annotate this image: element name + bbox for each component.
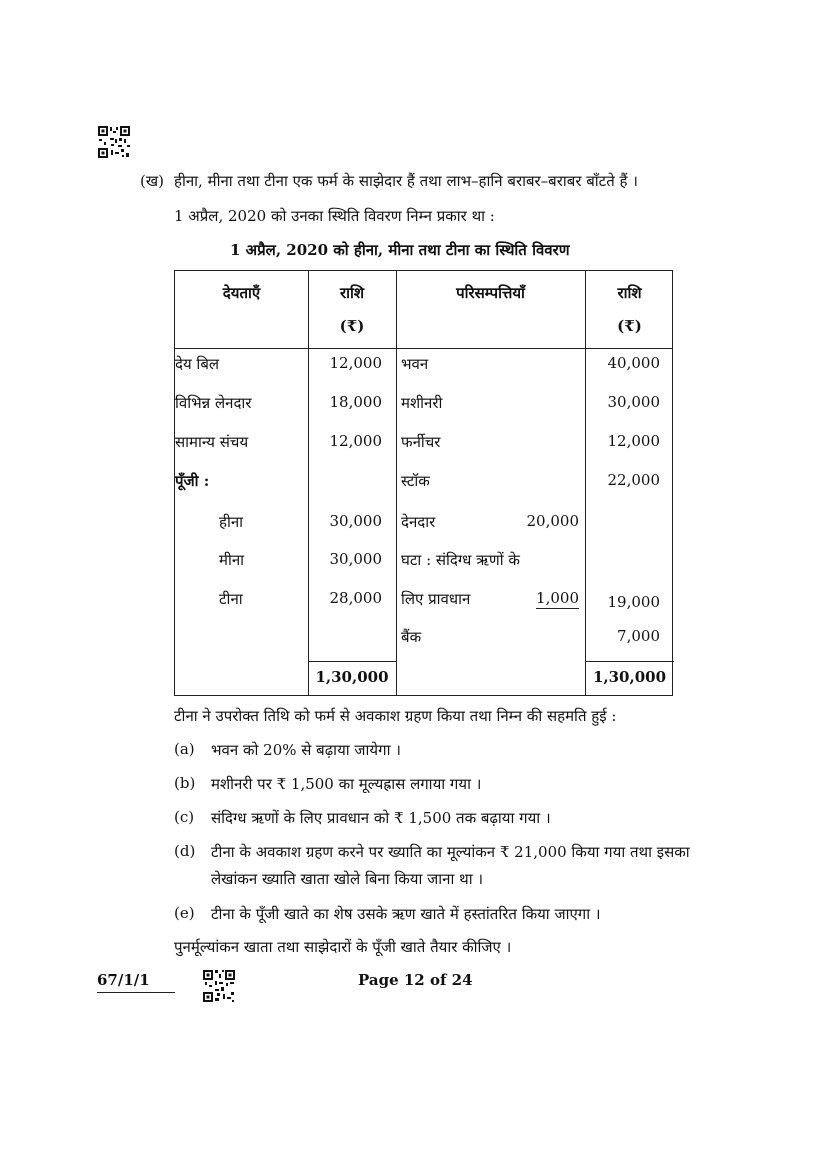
capital-label: पूँजी :	[175, 472, 210, 490]
page-number: Page 12 of 24	[358, 971, 473, 989]
footer-rule	[97, 992, 175, 993]
asset-label: फर्नीचर	[401, 433, 441, 451]
liability-label: विभिन्न लेनदार	[175, 394, 252, 412]
liability-label: सामान्य संचय	[175, 433, 249, 451]
question-intro: हीना, मीना तथा टीना एक फर्म के साझेदार हैं तथा लाभ–हानि बराबर–बराबर बाँटते हैं ।	[174, 172, 638, 190]
header-liabilities: देयताएँ	[222, 284, 261, 302]
instruction-text: पुनर्मूल्यांकन खाता तथा साझेदारों के पूँजी खाते तैयार कीजिए ।	[174, 938, 512, 956]
item-label: (d)	[174, 842, 196, 860]
qr-code-icon	[97, 125, 131, 159]
total-liabilities: 1,30,000	[315, 668, 389, 686]
capital-partner-label: मीना	[219, 551, 245, 569]
header-amount-left: राशि	[339, 284, 365, 302]
item-text: मशीनरी पर ₹ 1,500 का मूल्यह्रास लगाया गया ।	[211, 775, 482, 793]
capital-partner-label: हीना	[219, 513, 244, 531]
table-title: 1 अप्रैल, 2020 को हीना, मीना तथा टीना का स्थिति विवरण	[230, 241, 570, 259]
capital-partner-amount: 28,000	[329, 589, 382, 607]
statement-text: टीना ने उपरोक्त तिथि को फर्म से अवकाश ग्रहण किया तथा निम्न की सहमति हुई :	[174, 707, 617, 725]
liability-label: देय बिल	[175, 355, 220, 373]
capital-partner-amount: 30,000	[329, 550, 382, 568]
capital-partner-label: टीना	[219, 590, 243, 608]
item-label: (a)	[174, 740, 195, 758]
less-provision-label: घटा : संदिग्ध ऋणों के	[401, 551, 520, 569]
capital-partner-amount: 30,000	[329, 512, 382, 530]
item-text: टीना के अवकाश ग्रहण करने पर ख्याति का मूल्यांकन ₹ 21,000 किया गया तथा इसका	[211, 843, 690, 861]
item-label: (e)	[174, 904, 195, 922]
item-label: (c)	[174, 808, 195, 826]
debtors-label: देनदार	[401, 513, 436, 531]
balance-sheet-table	[174, 270, 673, 696]
asset-amount: 30,000	[607, 393, 660, 411]
debtors-inner-amount: 20,000	[526, 512, 579, 530]
item-text: टीना के पूँजी खाते का शेष उसके ऋण खाते में हस्तांतरित किया जाएगा ।	[211, 905, 601, 923]
header-currency-right: (₹)	[617, 317, 642, 335]
asset-amount: 22,000	[607, 471, 660, 489]
item-label: (b)	[174, 774, 196, 792]
bank-amount: 7,000	[617, 627, 660, 645]
bank-label: बैंक	[401, 628, 422, 646]
asset-amount: 40,000	[607, 354, 660, 372]
asset-label: मशीनरी	[401, 394, 443, 412]
header-amount-right: राशि	[617, 284, 642, 302]
header-currency-left: (₹)	[339, 317, 365, 335]
header-assets: परिसम्पत्तियाँ	[456, 284, 525, 302]
liability-amount: 12,000	[329, 354, 382, 372]
liability-amount: 12,000	[329, 432, 382, 450]
asset-label: स्टॉक	[401, 472, 430, 490]
asset-label: भवन	[401, 355, 429, 373]
item-text-continued: लेखांकन ख्याति खाता खोले बिना किया जाना था ।	[211, 870, 484, 888]
item-text: भवन को 20% से बढ़ाया जायेगा ।	[211, 741, 401, 759]
footer-qr-code-icon	[202, 969, 236, 1003]
provision-label: लिए प्रावधान	[401, 590, 471, 608]
part-label: (ख)	[140, 172, 164, 190]
question-subintro: 1 अप्रैल, 2020 को उनका स्थिति विवरण निम्न प्रकार था :	[174, 207, 495, 225]
total-assets: 1,30,000	[592, 668, 667, 686]
debtors-net-amount: 19,000	[607, 593, 660, 611]
provision-amount: 1,000	[536, 589, 579, 607]
asset-amount: 12,000	[607, 432, 660, 450]
liability-amount: 18,000	[329, 393, 382, 411]
paper-code: 67/1/1	[97, 971, 150, 989]
item-text: संदिग्ध ऋणों के लिए प्रावधान को ₹ 1,500 तक बढ़ाया गया ।	[211, 809, 551, 827]
